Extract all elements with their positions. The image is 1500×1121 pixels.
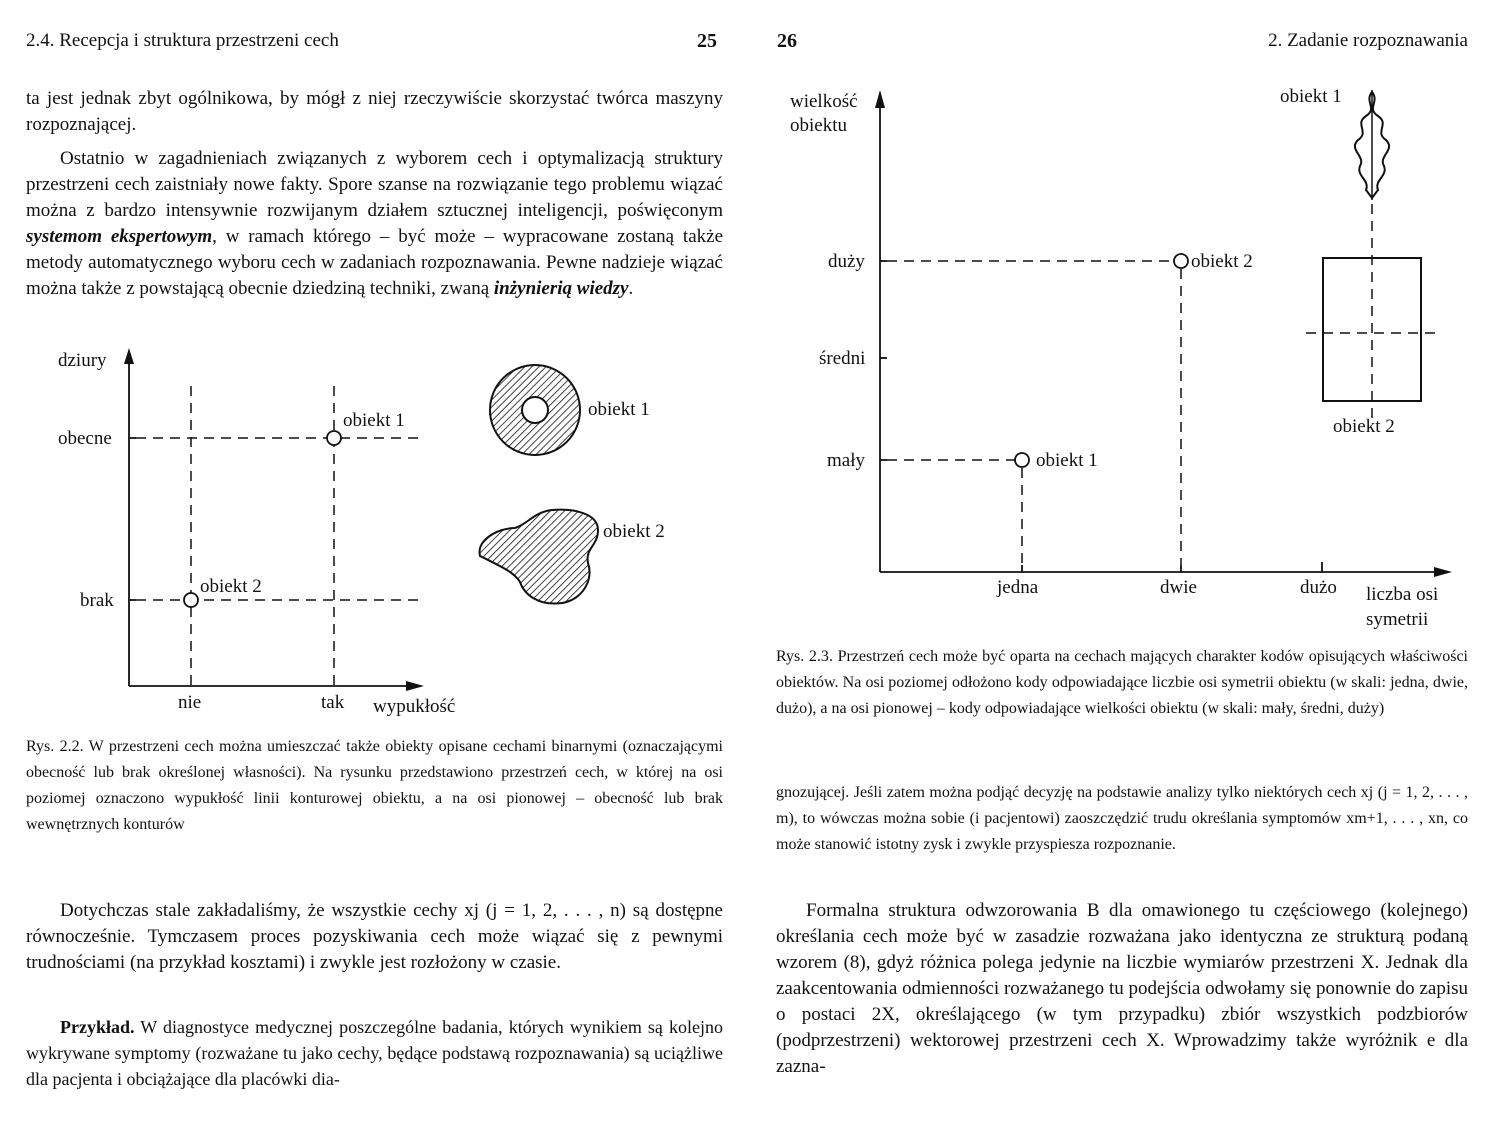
y-axis-arrow [875,90,885,108]
y-tick-sredni: średni [819,348,866,369]
figure-caption-2-3: Rys. 2.3. Przestrzeń cech może być oparta na cechach mających charakter kodów opisujących właściwości obiektów. Na osi poziomej odłożono kody odpowiadające liczbie osi symetrii obiektu (w skali: jedna, dwie, dużo), a na osi pionowej – kody odpowiadające wielkości obiektu (w skali: mały, średni, duży) [776,648,1468,717]
data-point-obiekt-2 [184,593,198,607]
term-knowledge-engineering: inżynierią wiedzy [493,278,629,299]
right-page [750,0,1500,1121]
shape-label-obiekt-1: obiekt 1 [1280,86,1342,107]
running-header-right: 2. Zadanie rozpoznawania [1268,30,1468,51]
paragraph-formal-structure: Formalna struktura odwzorowania B dla omawionego tu częściowego (kolejnego) określania cech może być w zasadzie rozważana jako identyczna ze strukturą podaną wzorem (8), gdyż różnica polega jedynie na liczbie wymiarów przestrzeni X. Jednak dla zaakcentowania odmienności rozważanego tu podejścia odwołamy się ponownie do zapisu o postaci 2X, określającego (w tym przypadku) zbiór wszystkich podzbiorów (podprzestrzeni) wektorowej przestrzeni cech X. Wprowadzimy także wyróżnik e dla zazna- [776,900,1468,1077]
x-axis-arrow [1434,567,1452,577]
ring-shape-obiekt-1 [490,365,580,455]
y-axis-label-line-1: wielkość [790,91,858,112]
paragraph-example: Przykład. W diagnostyce medycznej poszczególne badania, których wynikiem są kolejno wykrywane symptomy (rozważane tu jako cechy, będące podstawą rozpoznawania) są uciążliwe dla pacjenta i obciążające dla placówki dia- [26,1017,723,1089]
x-axis-label: wypukłość [373,696,456,717]
paragraph-expert-systems: Ostatnio w zagadnieniach związanych z wyborem cech i optymalizacją struktury przestrzeni cech zaistniały nowe fakty. Spore szanse na rozwiązanie tego problemu wiązać można z bardzo intensywnie rozwijanym działem sztucznej inteligencji, poświęconym systemom ekspertowym, w ramach którego – być może – wypracowane zostaną także metody automatycznego wyboru cech w zadaniach rozpoznawania. Pewne nadzieje wiązać można także z powstającą obecnie dziedziną techniki, zwaną inżynierią wiedzy. [26,148,723,299]
data-point-obiekt-2 [1174,254,1188,268]
shape-label-obiekt-2: obiekt 2 [603,521,665,542]
y-axis-label: dziury [58,350,107,371]
data-point-obiekt-1 [327,431,341,445]
example-label: Przykład. [60,1017,135,1037]
x-tick-dwie: dwie [1160,577,1197,598]
blob-shape-obiekt-2 [480,510,598,604]
figure-caption-2-2: Rys. 2.2. W przestrzeni cech można umieszczać także obiekty opisane cechami binarnymi (oznaczającymi obecność lub brak określonej własności). Na rysunku przedstawiono przestrzeń cech, w której na osi poziomej oznaczono wypukłość linii konturowej obiektu, a na osi pionowej – obecność lub brak wewnętrznych konturów [26,738,723,833]
x-tick-tak: tak [321,692,345,713]
point-label-obiekt-2: obiekt 2 [200,576,262,597]
point-label-obiekt-1: obiekt 1 [1036,450,1098,471]
y-axis-arrow [124,348,134,364]
paragraph-diagnosis-continuation: gnozującej. Jeśli zatem można podjąć decyzję na podstawie analizy tylko niektórych cech xj (j = 1, 2, . . . , m), to wówczas można sobie (i pacjentowi) zaoszczędzić trudu określania symptomów xm+1, . . . , xn, co może stanowić istotny zysk i zwykle przyspiesza rozpoznanie. [776,784,1468,853]
x-axis-label-line-2: symetrii [1366,609,1429,630]
paragraph-features-availability: Dotychczas stale zakładaliśmy, że wszystkie cechy xj (j = 1, 2, . . . , n) są dostępne równocześnie. Tymczasem proces pozyskiwania cech może wiązać się z pewnymi trudnościami (na przykład kosztami) i zwykle jest rozłożony w czasie. [26,900,723,973]
term-expert-systems: systemom ekspertowym [26,226,213,247]
page-number-right: 26 [777,30,797,52]
paragraph-continuation: ta jest jednak zbyt ogólnikowa, by mógł z niej rzeczywiście skorzystać twórca maszyny rozpoznającej. [26,88,723,135]
y-axis-label-line-2: obiektu [790,115,847,136]
x-tick-duzo: dużo [1300,577,1337,598]
y-tick-maly: mały [827,450,865,471]
y-tick-duzy: duży [828,251,865,272]
leaf-shape-obiekt-1 [1355,90,1389,200]
shape-label-obiekt-1: obiekt 1 [588,399,650,420]
x-tick-nie: nie [178,692,202,713]
x-axis-arrow [406,681,424,691]
point-label-obiekt-1: obiekt 1 [343,410,405,431]
x-tick-jedna: jedna [997,577,1039,598]
y-tick-obecne: obecne [58,428,112,449]
page-number-left: 25 [697,30,717,52]
shape-label-obiekt-2: obiekt 2 [1333,416,1395,437]
data-point-obiekt-1 [1015,453,1029,467]
running-header-left: 2.4. Recepcja i struktura przestrzeni cech [26,30,339,51]
y-tick-brak: brak [80,590,114,611]
point-label-obiekt-2: obiekt 2 [1191,251,1253,272]
x-axis-label-line-1: liczba osi [1366,584,1439,605]
